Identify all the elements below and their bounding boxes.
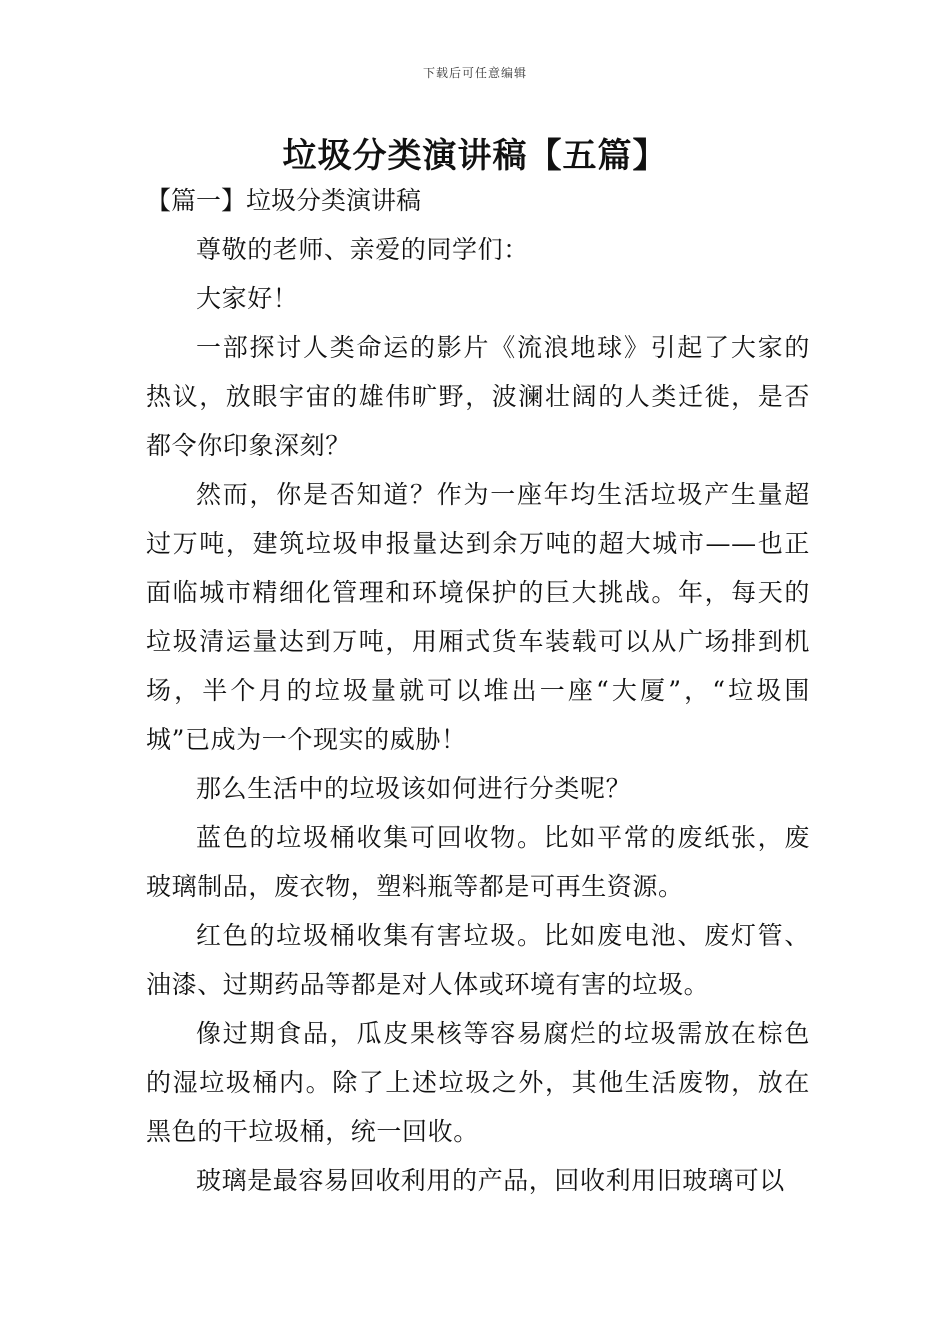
paragraph: 玻璃是最容易回收利用的产品，回收利用旧玻璃可以 — [196, 1166, 785, 1195]
paragraph-hello: 大家好！ — [196, 284, 299, 313]
paragraph: 然而，你是否知道？作为一座年均生活垃圾产生量超过万吨，建筑垃圾申报量达到余万吨的超大城市——也正面临城市精细化管理和环境保护的巨大挑战。年，每天的垃圾清运量达到万吨，用厢式货车装载可以从广场排到机场，半个月的垃圾量就可以堆出一座“大厦”，“垃圾围城”已成为一个现实的威胁！ — [146, 480, 810, 754]
paragraph-greeting: 尊敬的老师、亲爱的同学们： — [196, 235, 529, 264]
header-note: 下载后可任意编辑 — [422, 66, 527, 80]
paragraph: 那么生活中的垃圾该如何进行分类呢？ — [196, 774, 632, 803]
paragraph: 一部探讨人类命运的影片《流浪地球》引起了大家的热议，放眼宇宙的雄伟旷野，波澜壮阔的人类迁徙，是否都令你印象深刻？ — [146, 333, 810, 460]
document-title: 垃圾分类演讲稿【五篇】 — [282, 136, 668, 176]
paragraph: 蓝色的垃圾桶收集可回收物。比如平常的废纸张，废玻璃制品，废衣物，塑料瓶等都是可再生资源。 — [146, 823, 810, 901]
section-heading: 【篇一】垃圾分类演讲稿 — [146, 186, 422, 215]
paragraph: 红色的垃圾桶收集有害垃圾。比如废电池、废灯管、油漆、过期药品等都是对人体或环境有害的垃圾。 — [146, 921, 810, 999]
document-body — [146, 176, 810, 1205]
paragraph: 像过期食品，瓜皮果核等容易腐烂的垃圾需放在棕色的湿垃圾桶内。除了上述垃圾之外，其他生活废物，放在黑色的干垃圾桶，统一回收。 — [146, 1019, 810, 1146]
